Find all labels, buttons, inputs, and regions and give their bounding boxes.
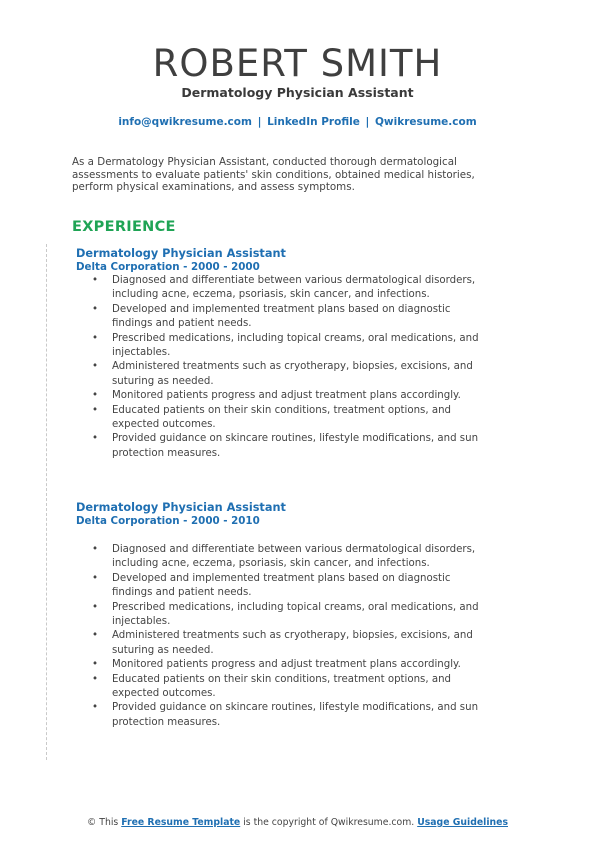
job-bullets xyxy=(76,543,496,730)
candidate-title: Dermatology Physician Assistant xyxy=(181,85,414,100)
bullet-item: • Diagnosed and differentiate between various dermatological disorders, including acne, eczema, psoriasis, skin cancer, and infections. xyxy=(76,274,492,303)
job-company: Delta Corporation - 2000 - 2010 xyxy=(76,515,260,527)
bullet-item: • Educated patients on their skin conditions, treatment options, and expected outcomes. xyxy=(76,404,492,433)
bullet-item: • Prescribed medications, including topical creams, oral medications, and injectables. xyxy=(76,601,492,630)
job-bullets xyxy=(76,274,496,461)
bullet-item: • Diagnosed and differentiate between various dermatological disorders, including acne, eczema, psoriasis, skin cancer, and infections. xyxy=(76,543,492,572)
bullet-item: • Developed and implemented treatment plans based on diagnostic findings and patient needs. xyxy=(76,303,492,332)
contact-separator: | xyxy=(365,116,370,128)
job-entry-2 xyxy=(76,500,496,730)
contact-separator: | xyxy=(257,116,262,128)
email-link[interactable]: info@qwikresume.com xyxy=(118,116,252,128)
free-resume-template-link[interactable]: Free Resume Template xyxy=(121,817,241,828)
bullet-item: • Provided guidance on skincare routines, lifestyle modifications, and sun protection measures. xyxy=(76,701,492,730)
bullet-item: • Monitored patients progress and adjust treatment plans accordingly. xyxy=(76,389,492,403)
job-company: Delta Corporation - 2000 - 2000 xyxy=(76,261,260,273)
summary-paragraph: As a Dermatology Physician Assistant, conducted thorough dermatological assessments to evaluate patients' skin conditions, obtained medical histories, perform physical examinations, and assess symptoms. xyxy=(72,156,475,194)
bullet-item: • Developed and implemented treatment plans based on diagnostic findings and patient needs. xyxy=(76,572,492,601)
job-title: Dermatology Physician Assistant xyxy=(76,501,286,514)
bullet-item: • Monitored patients progress and adjust treatment plans accordingly. xyxy=(76,658,492,672)
candidate-name: ROBERT SMITH xyxy=(152,42,443,85)
website-link[interactable]: Qwikresume.com xyxy=(374,116,477,128)
footer xyxy=(0,817,595,829)
timeline-divider xyxy=(46,244,47,760)
bullet-item: • Administered treatments such as cryotherapy, biopsies, excisions, and suturing as needed. xyxy=(76,360,492,389)
contact-line xyxy=(0,115,595,129)
job-title: Dermatology Physician Assistant xyxy=(76,247,286,260)
experience-heading: EXPERIENCE xyxy=(72,219,176,235)
job-entry-1 xyxy=(76,246,496,461)
footer-prefix: © This xyxy=(87,817,119,828)
bullet-item: • Prescribed medications, including topical creams, oral medications, and injectables. xyxy=(76,332,492,361)
bullet-item: • Educated patients on their skin conditions, treatment options, and expected outcomes. xyxy=(76,673,492,702)
bullet-item: • Administered treatments such as cryotherapy, biopsies, excisions, and suturing as needed. xyxy=(76,629,492,658)
linkedin-link[interactable]: LinkedIn Profile xyxy=(267,116,360,128)
footer-middle: is the copyright of Qwikresume.com. xyxy=(243,817,415,828)
usage-guidelines-link[interactable]: Usage Guidelines xyxy=(417,817,508,828)
bullet-item: • Provided guidance on skincare routines, lifestyle modifications, and sun protection measures. xyxy=(76,432,492,461)
